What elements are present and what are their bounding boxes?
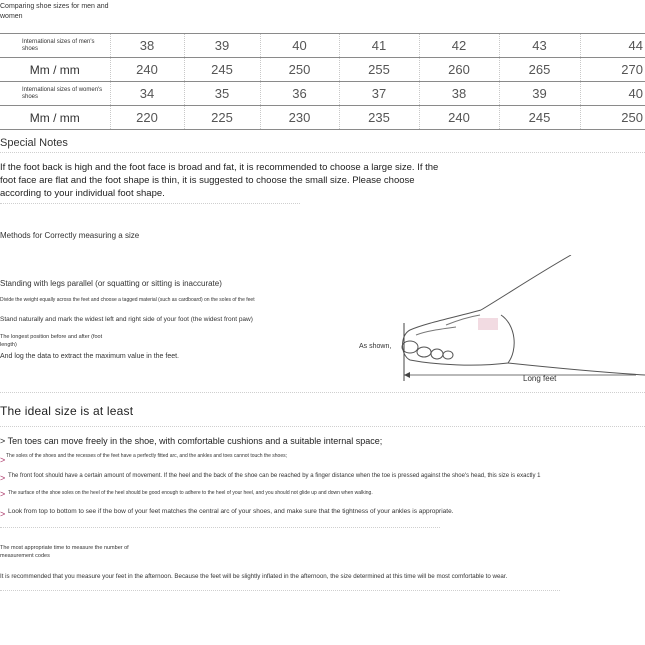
table-cell: 270 <box>580 58 645 82</box>
table-row-men-sizes <box>0 34 645 58</box>
table-cell: 260 <box>419 58 499 82</box>
ideal-point-3: The front foot should have a certain amount of movement. If the heel and the back of the shoe can be reached by a finger distance when the toe is pressed against the shoe's head, this size is exactly 1 <box>8 473 541 479</box>
table-row-women-mm <box>0 106 645 130</box>
best-time-heading: The most appropriate time to measure the number of measurement codes <box>0 545 129 559</box>
table-cell: 42 <box>419 34 499 58</box>
divider <box>0 426 645 427</box>
table-cell: 35 <box>184 82 260 106</box>
mm-label: Mm / mm <box>0 58 110 82</box>
table-cell: 41 <box>339 34 419 58</box>
table-cell: 245 <box>499 106 580 130</box>
table-cell: 40 <box>580 82 645 106</box>
ideal-point-1: > Ten toes can move freely in the shoe, with comfortable cushions and a suitable internal space; <box>0 436 383 446</box>
ideal-point-5: Look from top to bottom to see if the bow of your feet matches the central arc of your shoes, and make sure that the tightness of your ankles is appropriate. <box>8 508 454 515</box>
divider <box>0 203 300 204</box>
table-cell: 39 <box>499 82 580 106</box>
table-cell: 37 <box>339 82 419 106</box>
table-cell: 230 <box>260 106 339 130</box>
chevron-right-icon: > <box>0 455 6 465</box>
size-comparison-table <box>0 33 645 130</box>
table-cell: 225 <box>184 106 260 130</box>
measure-step-3: The longest position before and after (foot length) <box>0 334 103 348</box>
divider <box>0 152 645 153</box>
standing-instruction: Standing with legs parallel (or squatting or sitting is inaccurate) <box>0 279 222 288</box>
table-cell: 38 <box>110 34 184 58</box>
best-time-text: It is recommended that you measure your feet in the afternoon. Because the feet will be slightly inflated in the afternoon, the size determined at this time will be most comfortable to wear. <box>0 573 508 580</box>
table-cell: 38 <box>419 82 499 106</box>
table-cell: 255 <box>339 58 419 82</box>
divider <box>0 392 645 393</box>
special-notes-heading: Special Notes <box>0 137 68 149</box>
page-title: Comparing shoe sizes for men and women <box>0 3 109 20</box>
divider <box>0 527 440 528</box>
measure-step-1: Divide the weight equally across the feet and choose a tagged material (such as cardboard) on the soles of the feet <box>0 297 255 303</box>
table-cell: 40 <box>260 34 339 58</box>
table-cell: 43 <box>499 34 580 58</box>
ideal-point-2: The soles of the shoes and the recesses of the feet have a perfectly fitted arc, and the ankles and toes cannot touch the shoes; <box>6 453 288 459</box>
table-cell: 250 <box>580 106 645 130</box>
chevron-right-icon: > <box>0 473 6 483</box>
table-cell: 265 <box>499 58 580 82</box>
table-cell: 235 <box>339 106 419 130</box>
ideal-point-4: The surface of the shoe soles on the heel of the heel should be good enough to adhere to the heel of your heel, and you should not glide up and down when walking. <box>8 490 373 496</box>
measuring-heading: Methods for Correctly measuring a size <box>0 231 140 240</box>
divider <box>0 590 560 591</box>
chevron-right-icon: > <box>0 489 6 499</box>
table-row-women-sizes <box>0 82 645 106</box>
chevron-right-icon: > <box>0 509 6 519</box>
measure-step-4: And log the data to extract the maximum value in the feet. <box>0 353 179 360</box>
table-row-men-mm <box>0 58 645 82</box>
table-cell: 39 <box>184 34 260 58</box>
measure-step-2: Stand naturally and mark the widest left and right side of your foot (the widest front paw) <box>0 316 253 323</box>
table-cell: 240 <box>110 58 184 82</box>
table-cell: 240 <box>419 106 499 130</box>
as-shown-label: As shown, <box>359 343 392 350</box>
mm-label: Mm / mm <box>0 106 110 130</box>
table-cell: 220 <box>110 106 184 130</box>
foot-illustration <box>396 255 645 390</box>
women-sizes-label: International sizes of women's shoes <box>0 82 110 106</box>
table-cell: 250 <box>260 58 339 82</box>
table-cell: 245 <box>184 58 260 82</box>
men-sizes-label: International sizes of men's shoes <box>0 34 110 58</box>
special-notes-text: If the foot back is high and the foot face is broad and fat, it is recommended to choose a large size. If the foot face are flat and the foot shape is thin, it is suggested to choose the small size. Please choose according to your individual foot shape. <box>0 162 439 199</box>
ideal-size-heading: The ideal size is at least <box>0 404 134 418</box>
table-cell: 44 <box>580 34 645 58</box>
table-cell: 36 <box>260 82 339 106</box>
long-feet-label: Long feet <box>523 374 557 383</box>
table-cell: 34 <box>110 82 184 106</box>
